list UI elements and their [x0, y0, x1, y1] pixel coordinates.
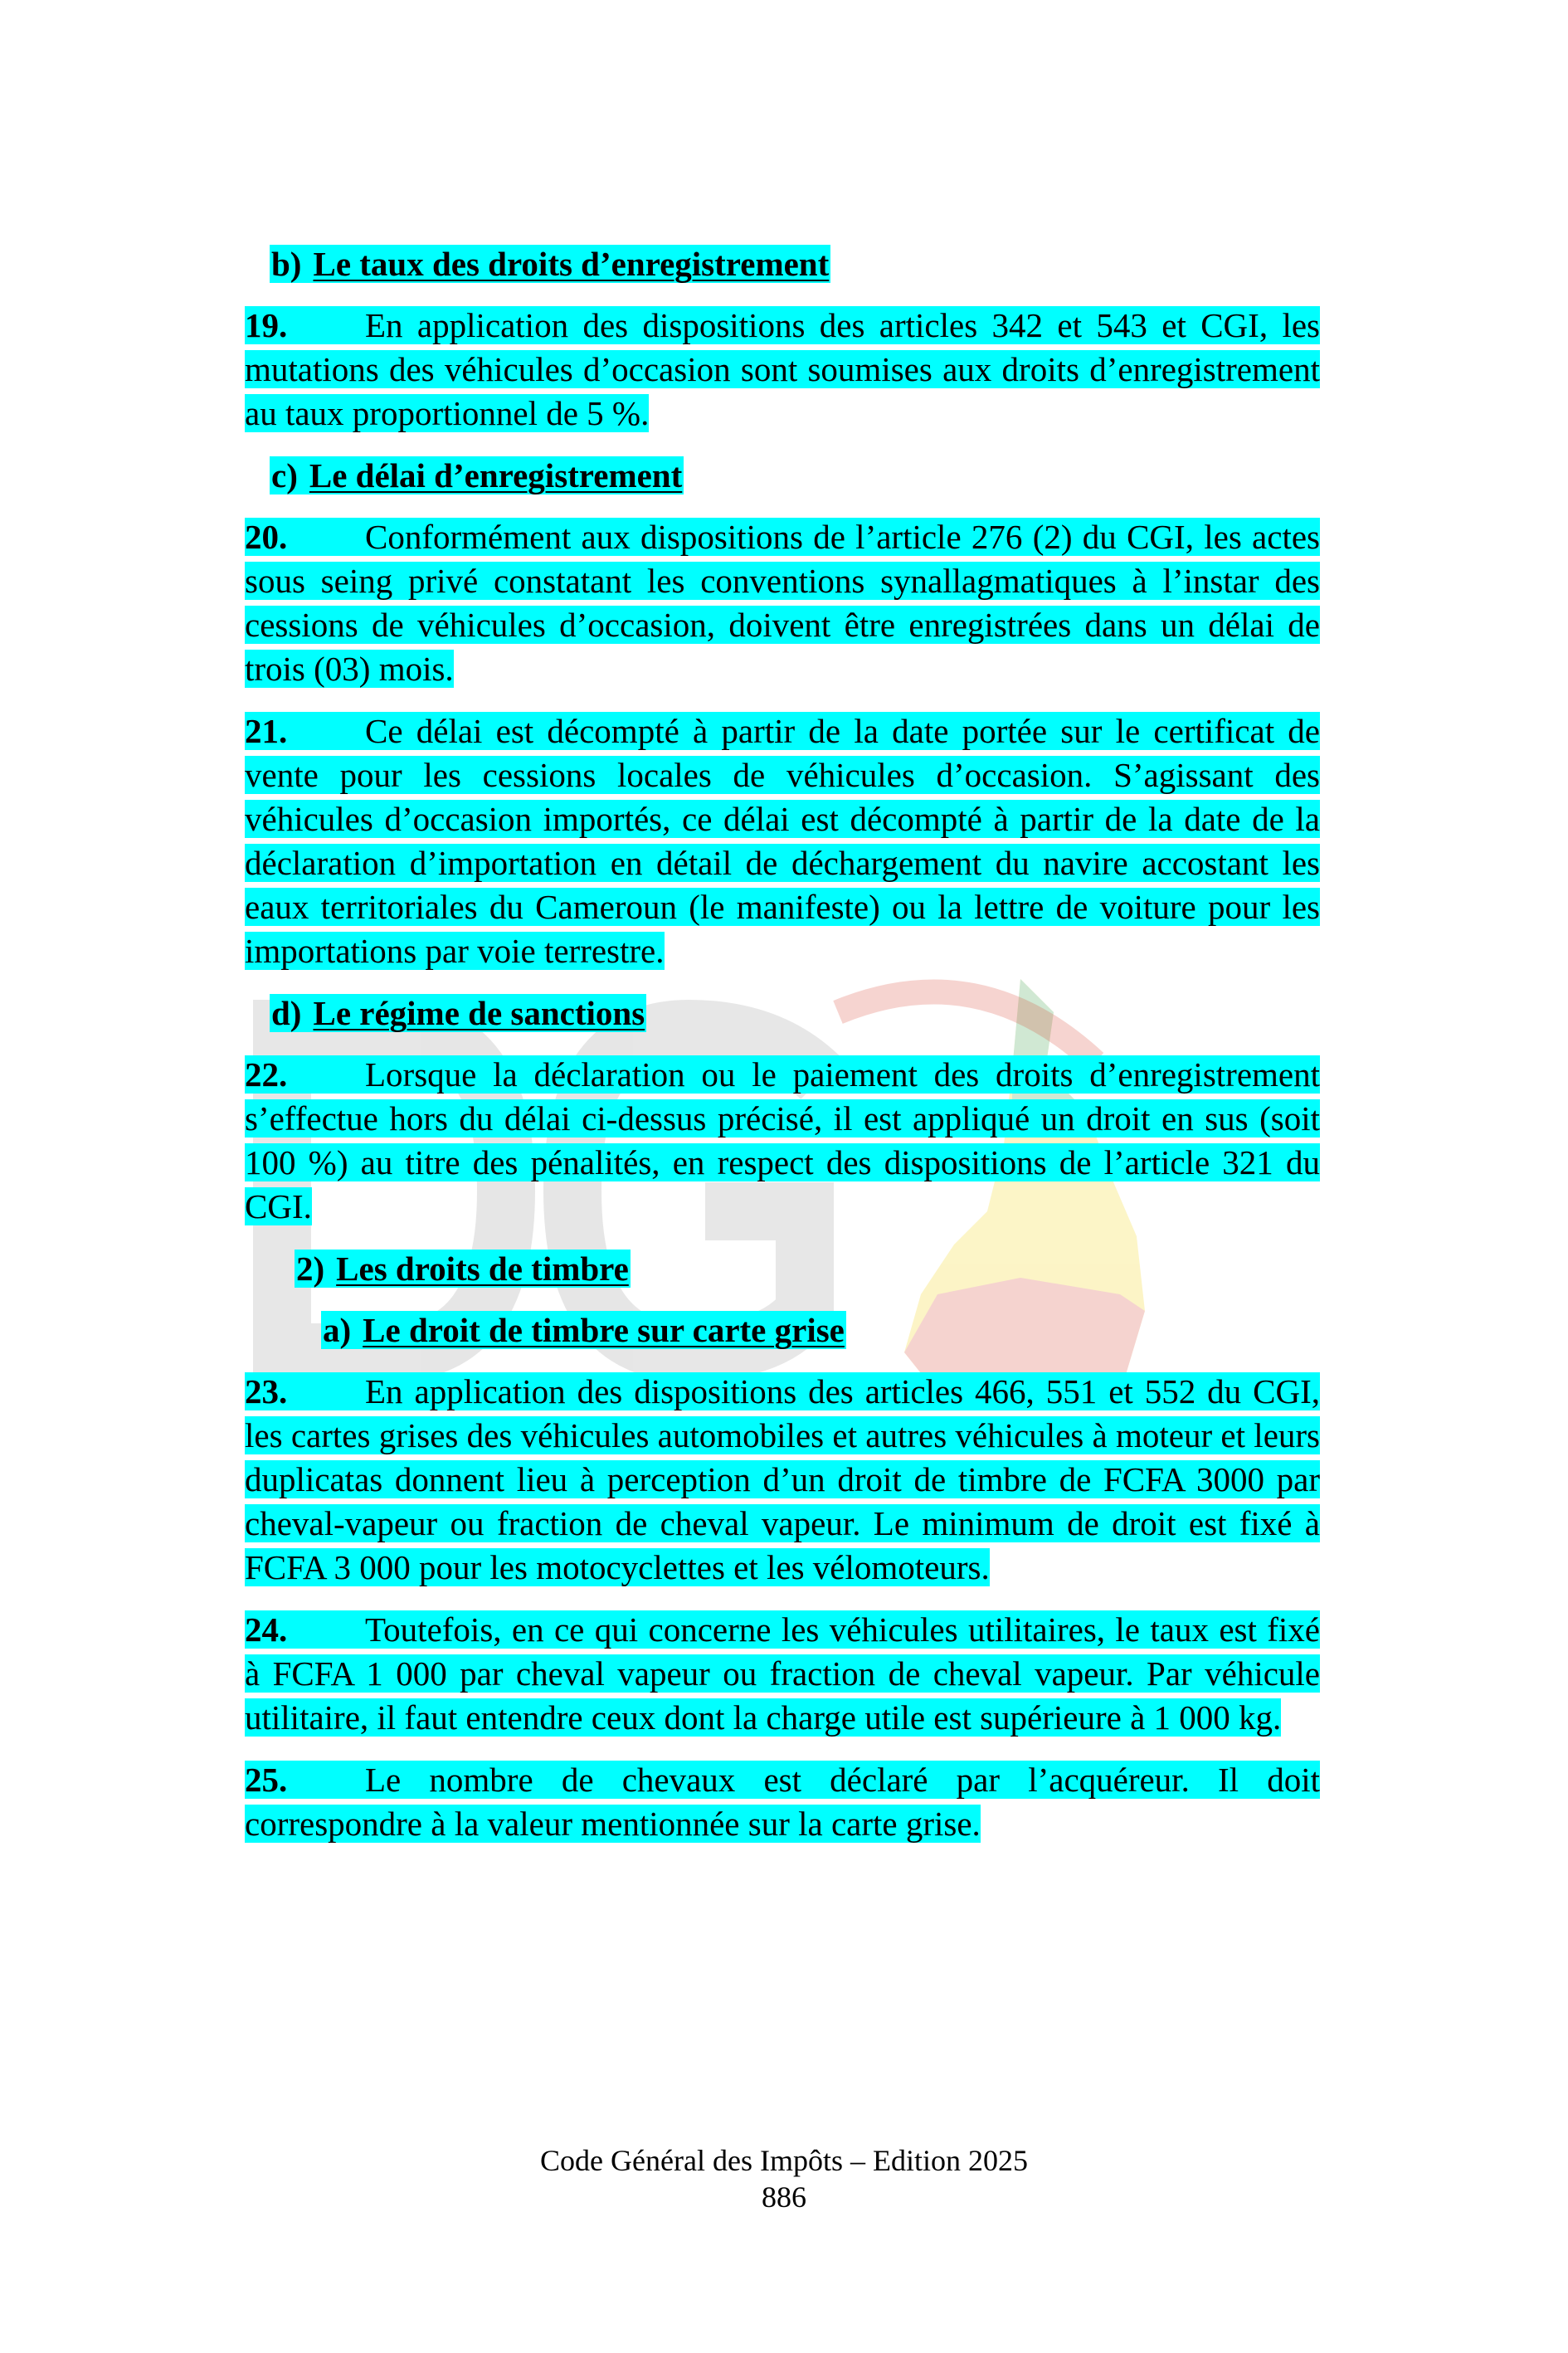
paragraph-text: Le nombre de chevaux est déclaré par l’acquéreur. Il doit correspondre à la valeur mentionnée sur la carte grise.	[245, 1761, 1320, 1843]
footer-title: Code Général des Impôts – Edition 2025	[540, 2144, 1028, 2177]
paragraph-number: 22.	[245, 1055, 288, 1094]
heading-marker: b)	[271, 245, 302, 283]
heading-title: Les droits de timbre	[336, 1250, 629, 1288]
paragraph-number: 20.	[245, 518, 288, 556]
paragraph-20	[245, 515, 1320, 691]
paragraph-text: Conformément aux dispositions de l’article 276 (2) du CGI, les actes sous seing privé constatant les conventions synallagmatiques à l’instar des cessions de véhicules d’occasion, doivent être enregistrées dans un délai de trois (03) mois.	[245, 518, 1320, 688]
heading-marker: c)	[271, 456, 298, 494]
paragraph-19	[245, 304, 1320, 436]
section-heading-c	[245, 454, 1320, 497]
heading-marker: a)	[323, 1311, 352, 1349]
paragraph-number: 25.	[245, 1761, 288, 1799]
paragraph-number: 23.	[245, 1372, 288, 1410]
section-heading-2a	[245, 1308, 1320, 1352]
heading-marker: 2)	[296, 1250, 325, 1288]
section-heading-2	[245, 1247, 1320, 1290]
paragraph-text: Ce délai est décompté à partir de la date portée sur le certificat de vente pour les cessions locales de véhicules d’occasion. S’agissant des véhicules d’occasion importés, ce délai est décompté à partir de la date de la déclaration d’importation en détail de déchargement du navire accostant les eaux territoriales du Cameroun (le manifeste) ou la lettre de voiture pour les importations par voie terrestre.	[245, 712, 1320, 970]
paragraph-22	[245, 1053, 1320, 1229]
heading-title: Le droit de timbre sur carte grise	[363, 1311, 845, 1349]
paragraph-text: Toutefois, en ce qui concerne les véhicules utilitaires, le taux est fixé à FCFA 1 000 par cheval vapeur ou fraction de cheval vapeur. Par véhicule utilitaire, il faut entendre ceux dont la charge utile est supérieure à 1 000 kg.	[245, 1610, 1320, 1737]
paragraph-text: Lorsque la déclaration ou le paiement des droits d’enregistrement s’effectue hors du délai ci-dessus précisé, il est appliqué un droit en sus (soit 100 %) au titre des pénalités, en respect des dispositions de l’article 321 du CGI.	[245, 1055, 1320, 1225]
section-heading-d	[245, 991, 1320, 1035]
heading-title: Le délai d’enregistrement	[309, 456, 683, 494]
heading-marker: d)	[271, 994, 302, 1032]
paragraph-text: En application des dispositions des articles 342 et 543 et CGI, les mutations des véhicules d’occasion sont soumises aux droits d’enregistrement au taux proportionnel de 5 %.	[245, 306, 1320, 432]
heading-title: Le régime de sanctions	[313, 994, 645, 1032]
paragraph-23	[245, 1370, 1320, 1590]
paragraph-number: 24.	[245, 1610, 288, 1649]
paragraph-24	[245, 1608, 1320, 1740]
paragraph-25	[245, 1758, 1320, 1846]
paragraph-text: En application des dispositions des articles 466, 551 et 552 du CGI, les cartes grises des véhicules automobiles et autres véhicules à moteur et leurs duplicatas donnent lieu à perception d’un droit de timbre de FCFA 3000 par cheval-vapeur ou fraction de cheval vapeur. Le minimum de droit est fixé à FCFA 3 000 pour les motocyclettes et les vélomoteurs.	[245, 1372, 1320, 1586]
section-heading-b	[245, 242, 1320, 285]
paragraph-21	[245, 709, 1320, 973]
page-footer	[0, 2142, 1568, 2215]
paragraph-number: 19.	[245, 306, 288, 344]
page-number: 886	[762, 2180, 806, 2214]
document-body	[245, 242, 1320, 1864]
paragraph-number: 21.	[245, 712, 288, 750]
heading-title: Le taux des droits d’enregistrement	[313, 245, 830, 283]
